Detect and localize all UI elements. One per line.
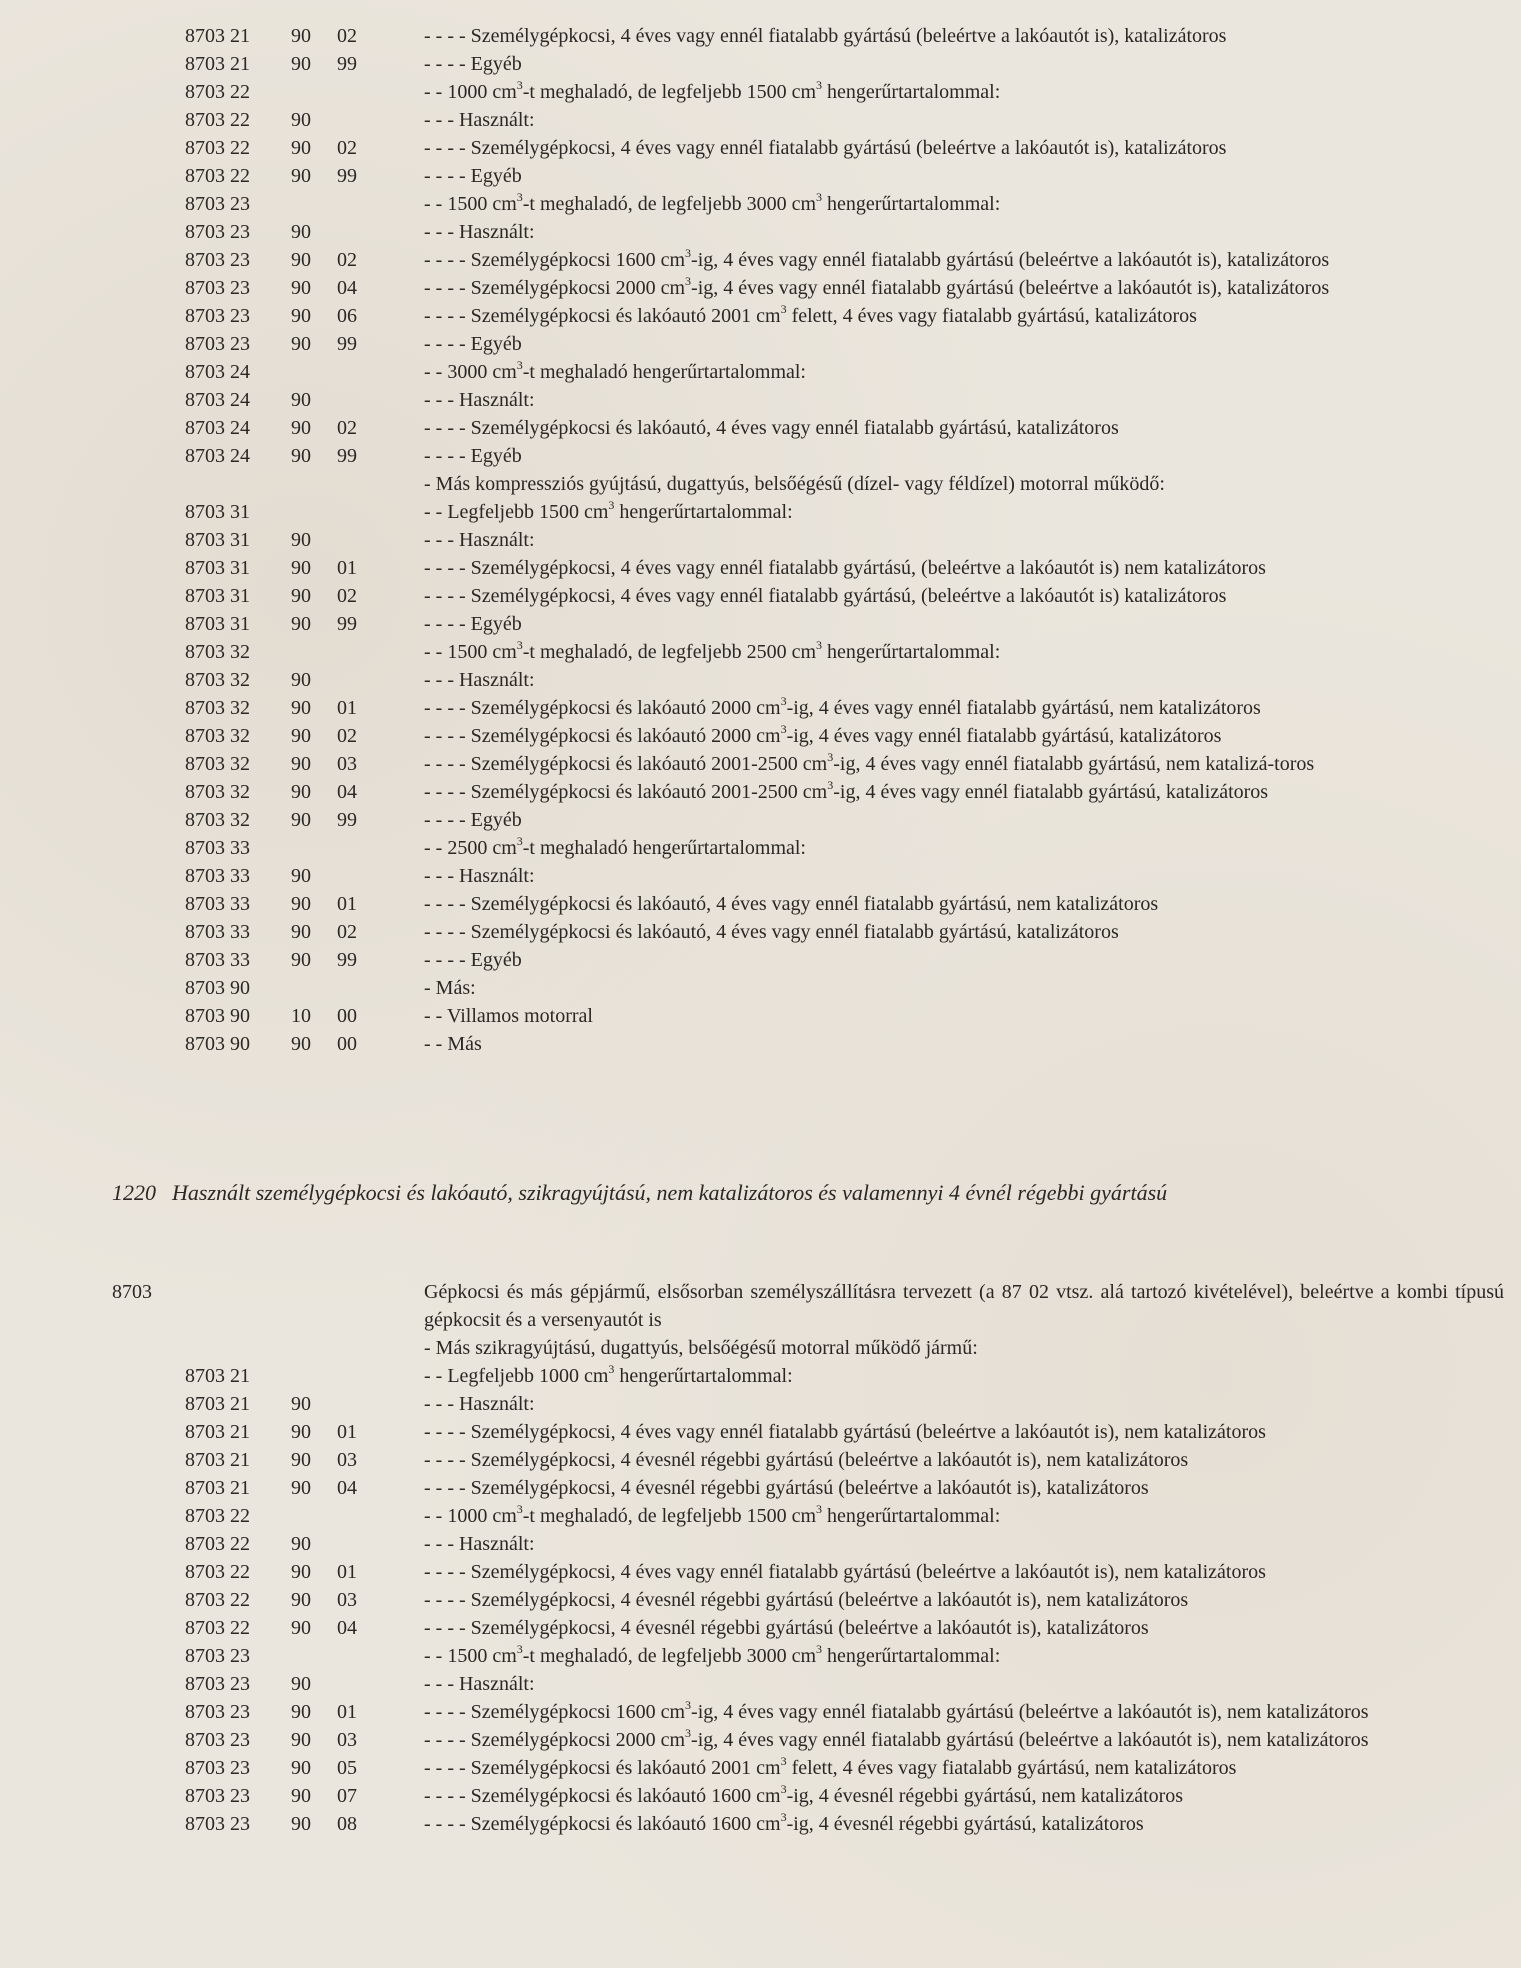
code-heading: 8703 24 (185, 389, 250, 411)
tariff-row (0, 302, 1521, 330)
code-heading: 8703 23 (185, 1701, 250, 1723)
code-sub: 90 (291, 753, 311, 775)
code-heading: 8703 24 (185, 417, 250, 439)
code-detail: 03 (337, 1729, 357, 1751)
code-sub: 90 (291, 781, 311, 803)
code-heading: 8703 21 (185, 1393, 250, 1415)
code-heading: 8703 23 (185, 277, 250, 299)
code-sub: 90 (291, 333, 311, 355)
code-heading: 8703 22 (185, 109, 250, 131)
tariff-row (0, 358, 1521, 386)
code-detail: 99 (337, 613, 357, 635)
row-description: - - - Használt: (424, 529, 535, 551)
tariff-row (0, 974, 1521, 1002)
code-sub: 90 (291, 697, 311, 719)
code-heading: 8703 31 (185, 501, 250, 523)
tariff-row (0, 1698, 1521, 1726)
code-heading: 8703 33 (185, 921, 250, 943)
code-heading: 8703 31 (185, 585, 250, 607)
code-detail: 01 (337, 893, 357, 915)
row-description: - - - - Személygépkocsi és lakóautó 2001 $cm^3$ felett, 4 éves vagy fiatalabb gyártású, nem katalizátoros (424, 1754, 1237, 1779)
row-description: - - - - Személygépkocsi, 4 éves vagy ennél fiatalabb gyártású (beleértve a lakóautót is), nem katalizátoros (424, 1421, 1266, 1443)
code-heading: 8703 23 (185, 249, 250, 271)
row-description: - - - Használt: (424, 1533, 535, 1555)
code-heading: 8703 21 (185, 1477, 250, 1499)
code-sub: 90 (291, 557, 311, 579)
tariff-row (0, 694, 1521, 722)
row-description: - - 1500 $cm^3-t$ meghaladó, de legfeljebb 3000 $cm^3$ hengerűrtartalommal: (424, 190, 1001, 215)
row-description: - - - - Személygépkocsi, 4 évesnél régebbi gyártású (beleértve a lakóautót is), katalizátoros (424, 1617, 1149, 1639)
row-description: - - 2500 $cm^3-t$ meghaladó hengerűrtartalommal: (424, 834, 806, 859)
code-detail: 99 (337, 53, 357, 75)
code-detail: 01 (337, 1701, 357, 1723)
section-title: Használt személygépkocsi és lakóautó, szikragyújtású, nem katalizátoros és valamennyi 4 évnél régebbi gyártású (172, 1180, 1168, 1205)
code-detail: 02 (337, 25, 357, 47)
code-detail: 02 (337, 249, 357, 271)
tariff-row (0, 1726, 1521, 1754)
code-sub: 90 (291, 1729, 311, 1751)
tariff-row (0, 778, 1521, 806)
tariff-row (0, 22, 1521, 50)
code-sub: 90 (291, 109, 311, 131)
tariff-row (0, 190, 1521, 218)
row-description: - - - - Egyéb (424, 333, 522, 355)
code-heading: 8703 22 (185, 1561, 250, 1583)
tariff-row (0, 1586, 1521, 1614)
tariff-row (0, 806, 1521, 834)
tariff-row (0, 470, 1521, 498)
row-description: - - - - Egyéb (424, 613, 522, 635)
code-heading: 8703 32 (185, 725, 250, 747)
code-heading: 8703 90 (185, 1005, 250, 1027)
code-detail: 01 (337, 1421, 357, 1443)
code-heading: 8703 21 (185, 53, 250, 75)
tariff-row (0, 1614, 1521, 1642)
code-heading: 8703 31 (185, 557, 250, 579)
tariff-row (0, 498, 1521, 526)
row-description: - - Legfeljebb 1500 $cm^3$ hengerűrtartalommal: (424, 498, 793, 523)
code-heading: 8703 23 (185, 333, 250, 355)
tariff-row (0, 442, 1521, 470)
tariff-row (0, 1530, 1521, 1558)
code-sub: 90 (291, 613, 311, 635)
code-sub: 90 (291, 1617, 311, 1639)
code-heading: 8703 23 (185, 1785, 250, 1807)
row-description: - - - - Személygépkocsi és lakóautó 2001-2500 $cm^3-ig$, 4 éves vagy ennél fiatalabb gyártású, nem katalizá-toros (424, 750, 1315, 775)
tariff-row (0, 722, 1521, 750)
code-heading: 8703 23 (185, 1729, 250, 1751)
tariff-row (0, 1390, 1521, 1418)
code-sub: 90 (291, 445, 311, 467)
code-sub: 90 (291, 725, 311, 747)
code-detail: 03 (337, 1449, 357, 1471)
code-heading: 8703 32 (185, 753, 250, 775)
row-description: - - - - Személygépkocsi, 4 évesnél régebbi gyártású (beleértve a lakóautót is), nem katalizátoros (424, 1449, 1189, 1471)
row-description: - - 3000 $cm^3-t$ meghaladó hengerűrtartalommal: (424, 358, 806, 383)
row-description: - - - - Személygépkocsi és lakóautó 2001-2500 $cm^3-ig$, 4 éves vagy ennél fiatalabb gyártású, katalizátoros (424, 778, 1269, 803)
tariff-row (0, 1002, 1521, 1030)
tariff-row (0, 526, 1521, 554)
code-detail: 00 (337, 1033, 357, 1055)
code-sub: 90 (291, 1393, 311, 1415)
tariff-row (0, 414, 1521, 442)
tariff-row (0, 1418, 1521, 1446)
code-sub: 90 (291, 1477, 311, 1499)
tariff-row (0, 386, 1521, 414)
code-sub: 90 (291, 865, 311, 887)
code-detail: 04 (337, 1617, 357, 1639)
code-detail: 01 (337, 1561, 357, 1583)
tariff-row (0, 554, 1521, 582)
tariff-row (0, 106, 1521, 134)
code-heading: 8703 21 (185, 1449, 250, 1471)
code-heading: 8703 31 (185, 529, 250, 551)
row-description: - - - - Egyéb (424, 809, 522, 831)
tariff-row (0, 246, 1521, 274)
code-heading: 8703 33 (185, 893, 250, 915)
code-detail: 02 (337, 921, 357, 943)
row-description: - - - Használt: (424, 669, 535, 691)
tariff-row (0, 1642, 1521, 1670)
row-description: - - Villamos motorral (424, 1005, 593, 1027)
code-heading: 8703 22 (185, 1505, 250, 1527)
tariff-row (0, 1558, 1521, 1586)
code-heading: 8703 21 (185, 1365, 250, 1387)
row-description: - - - Használt: (424, 109, 535, 131)
code-sub: 90 (291, 809, 311, 831)
tariff-row (0, 582, 1521, 610)
code-heading: 8703 21 (185, 25, 250, 47)
code-heading: 8703 32 (185, 809, 250, 831)
tariff-row (0, 834, 1521, 862)
code-heading: 8703 32 (185, 697, 250, 719)
row-description: - - 1500 $cm^3-t$ meghaladó, de legfeljebb 2500 $cm^3$ hengerűrtartalommal: (424, 638, 1001, 663)
row-description: - Más szikragyújtású, dugattyús, belsőégésű motorral működő jármű: (424, 1337, 978, 1359)
code-heading: 8703 33 (185, 837, 250, 859)
row-description: - - - - Egyéb (424, 445, 522, 467)
code-detail: 04 (337, 1477, 357, 1499)
code-heading: 8703 23 (185, 221, 250, 243)
code-detail: 04 (337, 781, 357, 803)
code-sub: 90 (291, 669, 311, 691)
code-heading: 8703 22 (185, 165, 250, 187)
row-description: - - - Használt: (424, 389, 535, 411)
row-description: - - - - Személygépkocsi és lakóautó, 4 éves vagy ennél fiatalabb gyártású, katalizátoros (424, 417, 1119, 439)
code-sub: 90 (291, 585, 311, 607)
tariff-row (0, 330, 1521, 358)
code-heading: 8703 21 (185, 1421, 250, 1443)
row-description: - - Más (424, 1033, 482, 1055)
code-sub: 90 (291, 1033, 311, 1055)
row-description: - - - - Személygépkocsi, 4 évesnél régebbi gyártású (beleértve a lakóautót is), katalizátoros (424, 1477, 1149, 1499)
code-sub: 90 (291, 529, 311, 551)
tariff-row (0, 50, 1521, 78)
row-description: - - - - Személygépkocsi és lakóautó 2000 $cm^3-ig$, 4 éves vagy ennél fiatalabb gyártású, katalizátoros (424, 722, 1222, 747)
tariff-row (0, 78, 1521, 106)
tariff-row (0, 862, 1521, 890)
row-description: - - - - Személygépkocsi és lakóautó, 4 éves vagy ennél fiatalabb gyártású, katalizátoros (424, 921, 1119, 943)
row-description: - - - - Egyéb (424, 949, 522, 971)
tariff-row (0, 750, 1521, 778)
code-sub: 90 (291, 949, 311, 971)
code-heading: 8703 (112, 1281, 152, 1303)
row-description: - - - - Személygépkocsi, 4 éves vagy ennél fiatalabb gyártású, (beleértve a lakóautót is) katalizátoros (424, 585, 1227, 607)
tariff-row (0, 1754, 1521, 1782)
row-description: Gépkocsi és más gépjármű, elsősorban személyszállításra tervezett (a 87 02 vtsz. alá tartozó kivételével), beleértve a kombi típusú gépkocsit és a versenyautót is (424, 1281, 1504, 1331)
row-description: - - - - Egyéb (424, 165, 522, 187)
row-description: - - - - Személygépkocsi 1600 $cm^3-ig$, 4 éves vagy ennél fiatalabb gyártású (beleértve a lakóautót is), katalizátoros (424, 246, 1330, 271)
tariff-row (0, 1278, 1521, 1334)
code-detail: 99 (337, 809, 357, 831)
row-description: - - - Használt: (424, 221, 535, 243)
code-detail: 03 (337, 1589, 357, 1611)
code-sub: 90 (291, 165, 311, 187)
tariff-row (0, 274, 1521, 302)
tariff-row (0, 1782, 1521, 1810)
code-detail: 03 (337, 753, 357, 775)
code-heading: 8703 23 (185, 1645, 250, 1667)
code-sub: 90 (291, 1449, 311, 1471)
tariff-row (0, 666, 1521, 694)
tariff-row (0, 1362, 1521, 1390)
code-heading: 8703 22 (185, 137, 250, 159)
row-description: - - - Használt: (424, 1393, 535, 1415)
code-detail: 00 (337, 1005, 357, 1027)
code-sub: 90 (291, 1757, 311, 1779)
code-heading: 8703 32 (185, 781, 250, 803)
code-detail: 02 (337, 417, 357, 439)
row-description: - - 1000 $cm^3-t$ meghaladó, de legfeljebb 1500 $cm^3$ hengerűrtartalommal: (424, 1502, 1001, 1527)
code-sub: 90 (291, 921, 311, 943)
row-description: - - 1000 $cm^3-t$ meghaladó, de legfeljebb 1500 $cm^3$ hengerűrtartalommal: (424, 78, 1001, 103)
code-heading: 8703 22 (185, 81, 250, 103)
code-sub: 90 (291, 1785, 311, 1807)
row-description: - - - - Személygépkocsi és lakóautó 2000 $cm^3-ig$, 4 éves vagy ennél fiatalabb gyártású, nem katalizátoros (424, 694, 1261, 719)
code-heading: 8703 24 (185, 361, 250, 383)
code-sub: 90 (291, 1421, 311, 1443)
code-sub: 10 (291, 1005, 311, 1027)
code-detail: 06 (337, 305, 357, 327)
code-detail: 08 (337, 1813, 357, 1835)
code-sub: 90 (291, 25, 311, 47)
code-sub: 90 (291, 389, 311, 411)
tariff-row (0, 218, 1521, 246)
tariff-row (0, 918, 1521, 946)
code-heading: 8703 90 (185, 977, 250, 999)
row-description: - - - - Személygépkocsi és lakóautó 1600 $cm^3-ig$, 4 évesnél régebbi gyártású, katalizátoros (424, 1810, 1144, 1835)
tariff-row (0, 1810, 1521, 1838)
code-sub: 90 (291, 1673, 311, 1695)
code-sub: 90 (291, 221, 311, 243)
tariff-row (0, 610, 1521, 638)
row-description: - - - Használt: (424, 865, 535, 887)
row-description: - Más: (424, 977, 476, 999)
tariff-row (0, 1334, 1521, 1362)
code-detail: 02 (337, 137, 357, 159)
row-description: - - - - Személygépkocsi 2000 $cm^3-ig$, 4 éves vagy ennél fiatalabb gyártású (beleértve a lakóautót is), katalizátoros (424, 274, 1330, 299)
section-heading (112, 1178, 1512, 1208)
row-description: - - - - Személygépkocsi, 4 éves vagy ennél fiatalabb gyártású (beleértve a lakóautót is), katalizátoros (424, 25, 1227, 47)
row-description: - - - - Személygépkocsi és lakóautó 1600 $cm^3-ig$, 4 évesnél régebbi gyártású, nem katalizátoros (424, 1782, 1184, 1807)
code-heading: 8703 33 (185, 949, 250, 971)
code-sub: 90 (291, 249, 311, 271)
tariff-row (0, 1446, 1521, 1474)
code-heading: 8703 31 (185, 613, 250, 635)
tariff-row (0, 1474, 1521, 1502)
row-description: - - - - Személygépkocsi, 4 éves vagy ennél fiatalabb gyártású (beleértve a lakóautót is), katalizátoros (424, 137, 1227, 159)
code-heading: 8703 22 (185, 1533, 250, 1555)
code-detail: 02 (337, 585, 357, 607)
row-description: - - - - Személygépkocsi 1600 $cm^3-ig$, 4 éves vagy ennél fiatalabb gyártású (beleértve a lakóautót is), nem katalizátoros (424, 1698, 1369, 1723)
tariff-row (0, 134, 1521, 162)
row-description: - - - - Személygépkocsi 2000 $cm^3-ig$, 4 éves vagy ennél fiatalabb gyártású (beleértve a lakóautót is), nem katalizátoros (424, 1726, 1369, 1751)
code-sub: 90 (291, 1701, 311, 1723)
code-sub: 90 (291, 1533, 311, 1555)
code-sub: 90 (291, 277, 311, 299)
code-heading: 8703 32 (185, 669, 250, 691)
code-heading: 8703 22 (185, 1617, 250, 1639)
code-detail: 99 (337, 165, 357, 187)
code-heading: 8703 22 (185, 1589, 250, 1611)
code-detail: 01 (337, 557, 357, 579)
code-sub: 90 (291, 137, 311, 159)
code-heading: 8703 23 (185, 193, 250, 215)
code-heading: 8703 23 (185, 1813, 250, 1835)
tariff-row (0, 946, 1521, 974)
section-number: 1220 (112, 1180, 156, 1205)
tariff-list-upper (0, 22, 1521, 1058)
code-detail: 99 (337, 333, 357, 355)
tariff-row (0, 1502, 1521, 1530)
code-detail: 04 (337, 277, 357, 299)
row-description: - - - - Egyéb (424, 53, 522, 75)
row-description: - - 1500 $cm^3-t$ meghaladó, de legfeljebb 3000 $cm^3$ hengerűrtartalommal: (424, 1642, 1001, 1667)
row-description: - - - - Személygépkocsi, 4 évesnél régebbi gyártású (beleértve a lakóautót is), nem katalizátoros (424, 1589, 1189, 1611)
code-sub: 90 (291, 893, 311, 915)
code-detail: 05 (337, 1757, 357, 1779)
code-sub: 90 (291, 305, 311, 327)
code-heading: 8703 33 (185, 865, 250, 887)
row-description: - - - - Személygépkocsi, 4 éves vagy ennél fiatalabb gyártású (beleértve a lakóautót is), nem katalizátoros (424, 1561, 1266, 1583)
code-detail: 99 (337, 949, 357, 971)
code-sub: 90 (291, 1589, 311, 1611)
row-description: - - - - Személygépkocsi, 4 éves vagy ennél fiatalabb gyártású, (beleértve a lakóautót is) nem katalizátoros (424, 557, 1266, 579)
row-description: - Más kompressziós gyújtású, dugattyús, belsőégésű (dízel- vagy féldízel) motorral működő: (424, 473, 1165, 495)
code-sub: 90 (291, 1813, 311, 1835)
code-heading: 8703 24 (185, 445, 250, 467)
code-detail: 07 (337, 1785, 357, 1807)
row-description: - - - Használt: (424, 1673, 535, 1695)
code-detail: 02 (337, 725, 357, 747)
tariff-row (0, 1670, 1521, 1698)
tariff-row (0, 890, 1521, 918)
tariff-row (0, 1030, 1521, 1058)
tariff-row (0, 162, 1521, 190)
code-heading: 8703 90 (185, 1033, 250, 1055)
row-description: - - - - Személygépkocsi és lakóautó 2001 $cm^3$ felett, 4 éves vagy fiatalabb gyártású, katalizátoros (424, 302, 1197, 327)
code-sub: 90 (291, 53, 311, 75)
row-description: - - Legfeljebb 1000 $cm^3$ hengerűrtartalommal: (424, 1362, 793, 1387)
code-heading: 8703 23 (185, 1673, 250, 1695)
code-heading: 8703 23 (185, 305, 250, 327)
tariff-row (0, 638, 1521, 666)
code-heading: 8703 32 (185, 641, 250, 663)
code-sub: 90 (291, 1561, 311, 1583)
code-sub: 90 (291, 417, 311, 439)
code-heading: 8703 23 (185, 1757, 250, 1779)
code-detail: 99 (337, 445, 357, 467)
row-description: - - - - Személygépkocsi és lakóautó, 4 éves vagy ennél fiatalabb gyártású, nem katalizátoros (424, 893, 1159, 915)
tariff-list-lower (0, 1278, 1521, 1838)
code-detail: 01 (337, 697, 357, 719)
